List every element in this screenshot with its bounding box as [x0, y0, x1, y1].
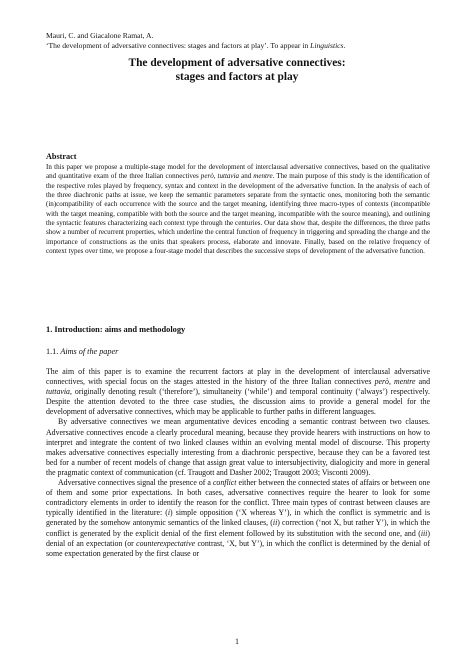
text-run: ) simple opposition (‘X whereas Y’), in which the conflict is symmetric and is generated by the somehow antonymic semantics of the linked clauses, ( — [46, 508, 431, 528]
term: ii — [272, 518, 278, 528]
paper-title — [46, 56, 428, 84]
text-run: contrast, ‘X, but Y’), in which the conflict is determined by the denial of some expectation generated by the first clause or — [46, 538, 430, 558]
abstract-term: mentre — [253, 172, 273, 181]
term: i — [167, 508, 171, 518]
term: counterexpectative — [136, 538, 196, 548]
header-citation-text: ‘The development of adversative connectives: stages and factors at play’. To appear in — [46, 41, 311, 50]
subsection-title: Aims of the paper — [60, 347, 119, 356]
term: iii — [420, 528, 428, 538]
abstract-term: però — [200, 172, 214, 181]
text-run: ) denial of an expectation (or — [46, 528, 430, 548]
text-run: The aim of this paper is to examine the recurrent factors at play in the development of interclausal adversative connectives, with special focus on the stages attested in the history of the three Italian connectives — [46, 367, 430, 387]
abstract-run: In this paper we propose a multiple-stage model for the development of interclausal adversative connectives, based on the qualitative and quantitative exam of the three Italian connectives — [46, 163, 430, 181]
title-line-1: The development of adversative connectives: — [128, 57, 346, 69]
text-run: , originally denoting result (‘therefore’), simultaneity (‘while’) and temporal continuity (‘always’) respectively. Despite the attention devoted to the three case studies, the discussion aims to provide a general model for the development of adversative connectives, which may be applicable to further paths in different languages. — [46, 387, 430, 417]
term: mentre — [394, 377, 416, 387]
text-run: , — [388, 377, 395, 387]
running-header — [46, 31, 446, 51]
paragraph-3 — [46, 478, 430, 559]
subsection-number: 1.1. — [46, 347, 61, 356]
abstract-run: and — [239, 172, 254, 181]
subsection-heading — [46, 347, 118, 356]
abstract-run: , — [213, 172, 218, 181]
abstract-text — [46, 163, 430, 256]
term: conflict — [212, 478, 237, 488]
body-text — [46, 367, 430, 559]
text-run: either between the connected states of affairs or between one of them and some prior expectations. In both cases, adversative connectives require the hearer to look for some contradictory elements in order to identify the reason for the conflict. Three main types of contrast between clauses are typically identified in the literature: ( — [46, 478, 431, 518]
text-run: ) correction (‘not X, but rather Y’), in which the conflict is generated by the explicit denial of the first element followed by its substitution with the second one, and ( — [46, 518, 430, 538]
page-number: 1 — [235, 637, 239, 646]
header-citation-end: . — [343, 41, 346, 50]
text-run: and — [415, 377, 430, 387]
text-run: Adversative connectives signal the presence of a — [58, 478, 213, 488]
title-line-2: stages and factors at play — [175, 71, 299, 83]
section-heading: 1. Introduction: aims and methodology — [46, 325, 186, 334]
term: tuttavia — [46, 387, 70, 397]
header-authors: Mauri, C. and Giacalone Ramat, A. — [46, 31, 154, 40]
paragraph-2: By adversative connectives we mean argumentative devices encoding a semantic contrast between two clauses. Adversative connectives encode a clearly procedural meaning, because they provide hearers with instructions on how to interpret and integrate the content of two linked clauses within an evolving mental model of discourse. This property makes adversative connectives especially interesting from a diachronic perspective, because they can be a favored test bed for a number of recent models of change that assign great value to intersubjectivity, dialogicity and more in general the pragmatic context of communication (cf. Traugott and Dasher 2002; Traugott 2003; Visconti 2009). — [46, 417, 430, 477]
abstract-heading: Abstract — [46, 152, 77, 161]
header-citation — [46, 41, 446, 51]
abstract-run: . The main purpose of this study is the identification of the respective roles played by frequency, syntax and context in the development of the adversative function. In the analysis of each of the three diachronic paths at issue, we keep the semantic parameters separate from the syntactic ones, monitoring both the semantic (in)compatibility of each occurrence with the source and the target meaning, identifying three macro-types of contexts (incompatible with the target meaning, compatible with both the source and the target meaning, incompatible with the source meaning), and outlining the syntactic features characterizing each context type through the centuries. Our data show that, despite the differences, the three paths show a number of recurrent properties, which underline the central function of frequency in triggering and spreading the change and the importance of constructions as the units that speakers process, elaborate and innovate. Finally, based on the relative frequency of context types over time, we propose a four-stage model that describes the successive steps of development of the adversative function. — [46, 172, 430, 256]
paragraph-1 — [46, 367, 430, 417]
abstract-term: tuttavia — [217, 172, 240, 181]
header-journal: Linguistics — [310, 41, 344, 50]
term: però — [374, 377, 389, 387]
